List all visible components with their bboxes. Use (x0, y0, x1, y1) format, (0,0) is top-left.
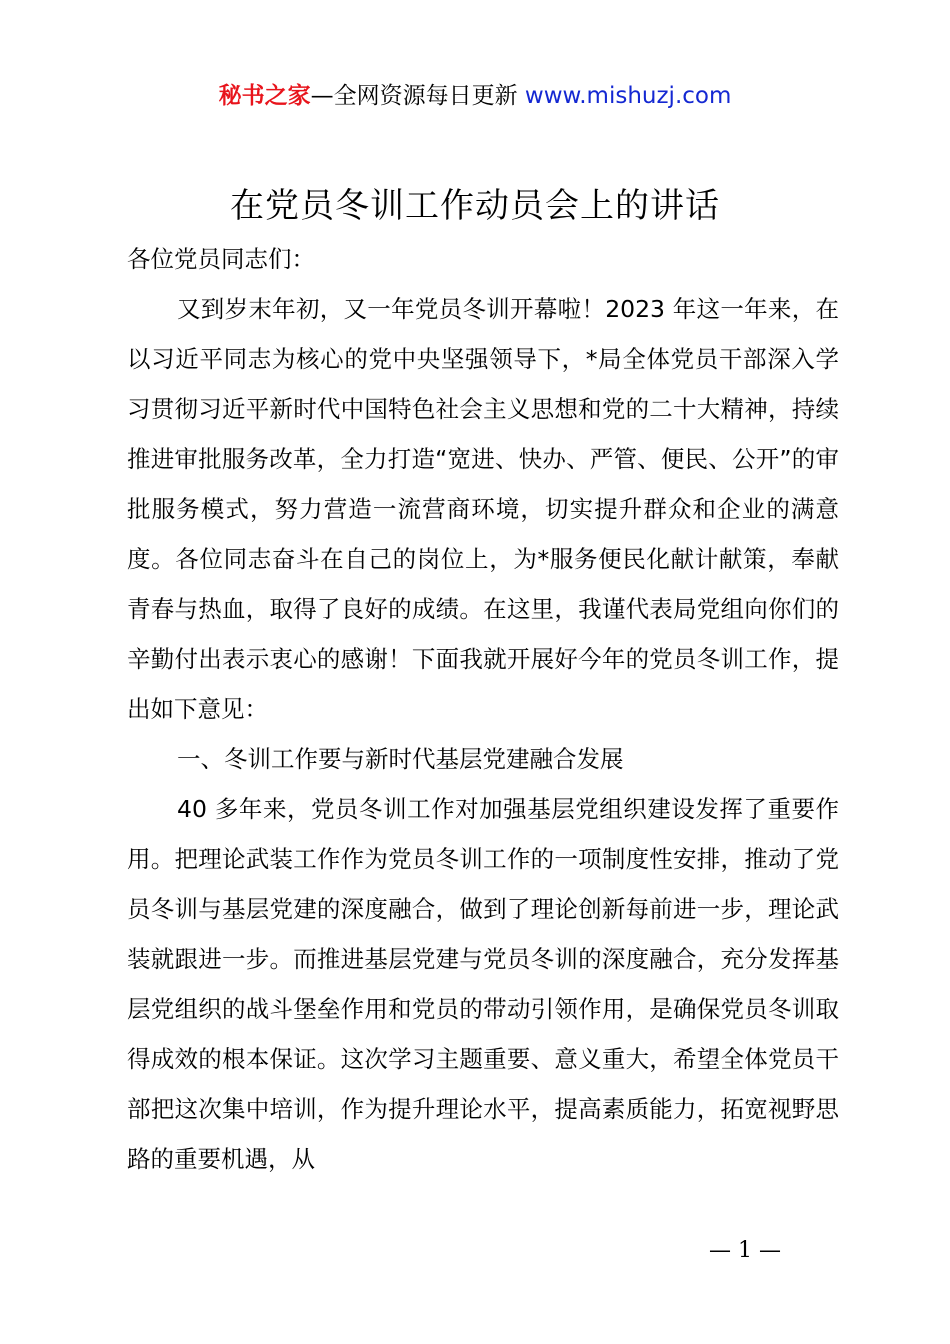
section-heading: 一、冬训工作要与新时代基层党建融合发展 (177, 745, 624, 773)
document-body (127, 210, 839, 1184)
document-title: 在党员冬训工作动员会上的讲话 (230, 186, 720, 226)
site-header (0, 80, 950, 112)
site-tagline: —全网资源每日更新 (310, 83, 525, 109)
site-brand: 秘书之家 (218, 83, 311, 109)
salutation: 各位党员同志们： (127, 245, 315, 273)
paragraph-section-1: 40 多年来，党员冬训工作对加强基层党组织建设发挥了重要作用。把理论武装工作作为党员冬训工作的一项制度性安排，推动了党员冬训与基层党建的深度融合，做到了理论创新每前进一步，理论武装就跟进一步。而推进基层党建与党员冬训的深度融合，充分发挥基层党组织的战斗堡垒作用和党员的带动引领作用，是确保党员冬训取得成效的根本保证。这次学习主题重要、意义重大，希望全体党员干部把这次集中培训，作为提升理论水平，提高素质能力，拓宽视野思路的重要机遇，从 (127, 795, 839, 1173)
site-url-link[interactable]: www.mishuzj.com (524, 83, 732, 109)
paragraph-intro: 又到岁末年初，又一年党员冬训开幕啦！2023 年这一年来，在以习近平同志为核心的党中央坚强领导下，*局全体党员干部深入学习贯彻习近平新时代中国特色社会主义思想和党的二十大精神，持续推进审批服务改革，全力打造“宽进、快办、严管、便民、公开”的审批服务模式，努力营造一流营商环境，切实提升群众和企业的满意度。各位同志奋斗在自己的岗位上，为*服务便民化献计献策，奉献青春与热血，取得了良好的成绩。在这里，我谨代表局党组向你们的辛勤付出表示衷心的感谢！下面我就开展好今年的党员冬训工作，提出如下意见： (127, 295, 839, 723)
page-number: — 1 — (709, 1238, 781, 1263)
